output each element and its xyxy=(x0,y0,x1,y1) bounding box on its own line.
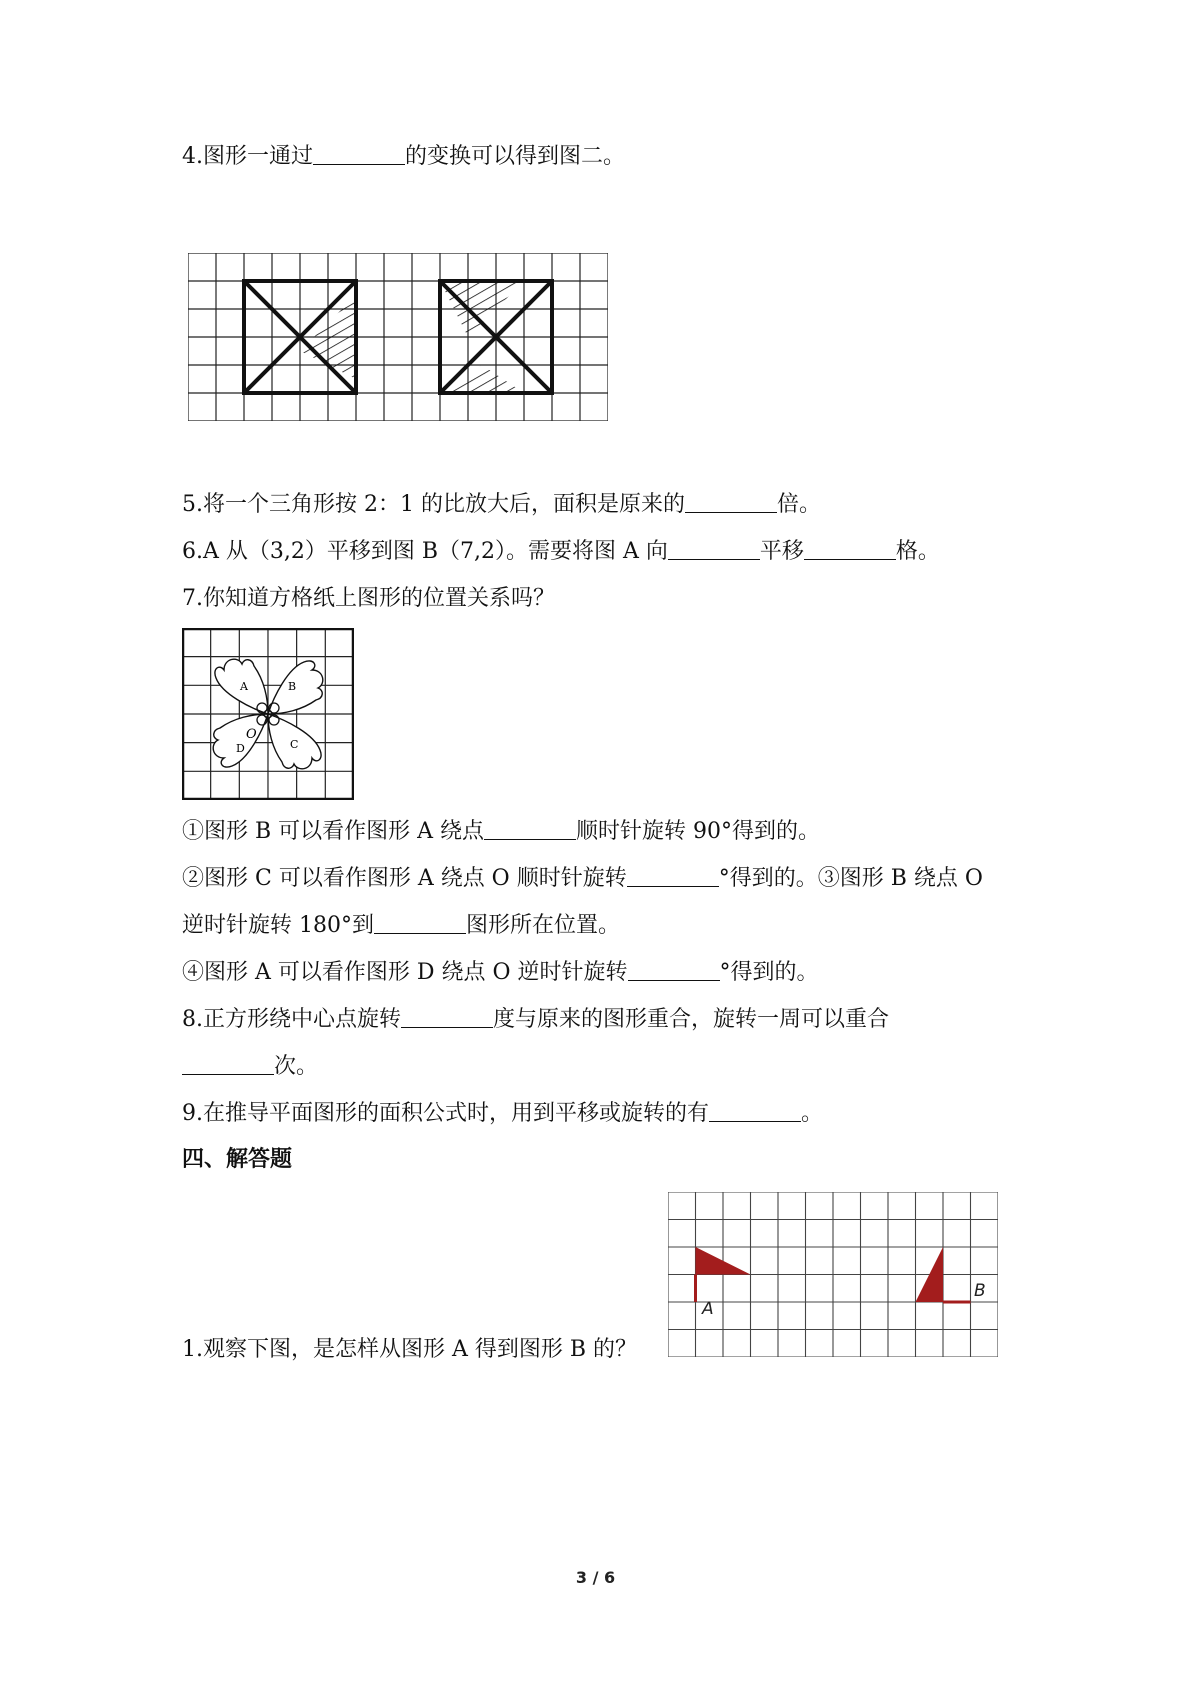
question-8-text: 8.正方形绕中心点旋转 xyxy=(182,1007,401,1032)
answer-blank[interactable] xyxy=(313,142,405,165)
question-8 xyxy=(182,1005,889,1035)
question-5 xyxy=(182,490,821,520)
label-o: O xyxy=(246,727,257,742)
question-4-text-end: 的变换可以得到图二。 xyxy=(405,144,626,169)
question-7-1-text-end: 顺时针旋转 90°得到的。 xyxy=(576,819,821,844)
question-6 xyxy=(182,537,940,567)
question-8-text-mid: 度与原来的图形重合，旋转一周可以重合 xyxy=(493,1007,890,1032)
question-8-continued xyxy=(182,1052,318,1082)
label-b: B xyxy=(288,680,297,693)
question-9-text-end: 。 xyxy=(801,1101,824,1126)
answer-blank[interactable] xyxy=(709,1099,801,1122)
question-6-text-mid: 平移 xyxy=(759,539,804,564)
answer-blank[interactable] xyxy=(401,1005,493,1028)
answer-question-1-text: 1.观察下图，是怎样从图形 A 得到图形 B 的？ xyxy=(182,1337,638,1362)
question-5-text: 5.将一个三角形按 2：1 的比放大后，面积是原来的 xyxy=(182,492,685,517)
question-7-2 xyxy=(182,864,983,894)
question-5-text-end: 倍。 xyxy=(776,492,821,517)
question-7-1-text: ①图形 B 可以看作图形 A 绕点 xyxy=(182,819,485,844)
section-heading: 四、解答题 xyxy=(182,1147,293,1172)
question-7-2-text: ②图形 C 可以看作图形 A 绕点 O 顺时针旋转 xyxy=(182,866,627,891)
question-7-text: 7.你知道方格纸上图形的位置关系吗？ xyxy=(182,586,555,611)
answer-blank[interactable] xyxy=(374,911,466,934)
question-6-text-end: 格。 xyxy=(895,539,940,564)
question-7-4-text: ④图形 A 可以看作图形 D 绕点 O 逆时针旋转 xyxy=(182,960,628,985)
answer-blank[interactable] xyxy=(628,958,720,981)
answer-question-1 xyxy=(182,1335,637,1365)
question-4 xyxy=(182,142,625,172)
question-9-text: 9.在推导平面图形的面积公式时，用到平移或旋转的有 xyxy=(182,1101,709,1126)
question-9 xyxy=(182,1099,823,1129)
question-8-text-end: 次。 xyxy=(274,1054,319,1079)
question-7-1 xyxy=(182,817,820,847)
question-7-2-text-end: °得到的。③图形 B 绕点 O xyxy=(718,866,983,891)
answer-blank[interactable] xyxy=(804,537,896,560)
answer-blank[interactable] xyxy=(668,537,760,560)
label-b: B xyxy=(974,1281,986,1301)
question-7-4-text-end: °得到的。 xyxy=(719,960,819,985)
answer-blank[interactable] xyxy=(182,1052,274,1075)
question-7-3 xyxy=(182,911,620,941)
label-d: D xyxy=(236,742,245,755)
question-7-4 xyxy=(182,958,819,988)
label-a: A xyxy=(702,1299,714,1319)
question-7 xyxy=(182,584,555,614)
answer-blank[interactable] xyxy=(484,817,576,840)
grid-figure-squares xyxy=(188,253,608,421)
grid-figure-transform xyxy=(668,1192,998,1357)
question-4-text: 4.图形一通过 xyxy=(182,144,313,169)
label-c: C xyxy=(290,738,299,751)
question-7-3-text: 逆时针旋转 180°到 xyxy=(182,913,374,938)
page-number: 3 / 6 xyxy=(575,1568,616,1587)
question-7-3-text-end: 图形所在位置。 xyxy=(466,913,621,938)
flower-figure xyxy=(182,628,354,800)
label-a: A xyxy=(240,680,248,693)
question-6-text: 6.A 从（3,2）平移到图 B（7,2）。需要将图 A 向 xyxy=(182,539,668,564)
answer-blank[interactable] xyxy=(627,864,719,887)
answer-blank[interactable] xyxy=(685,490,777,513)
